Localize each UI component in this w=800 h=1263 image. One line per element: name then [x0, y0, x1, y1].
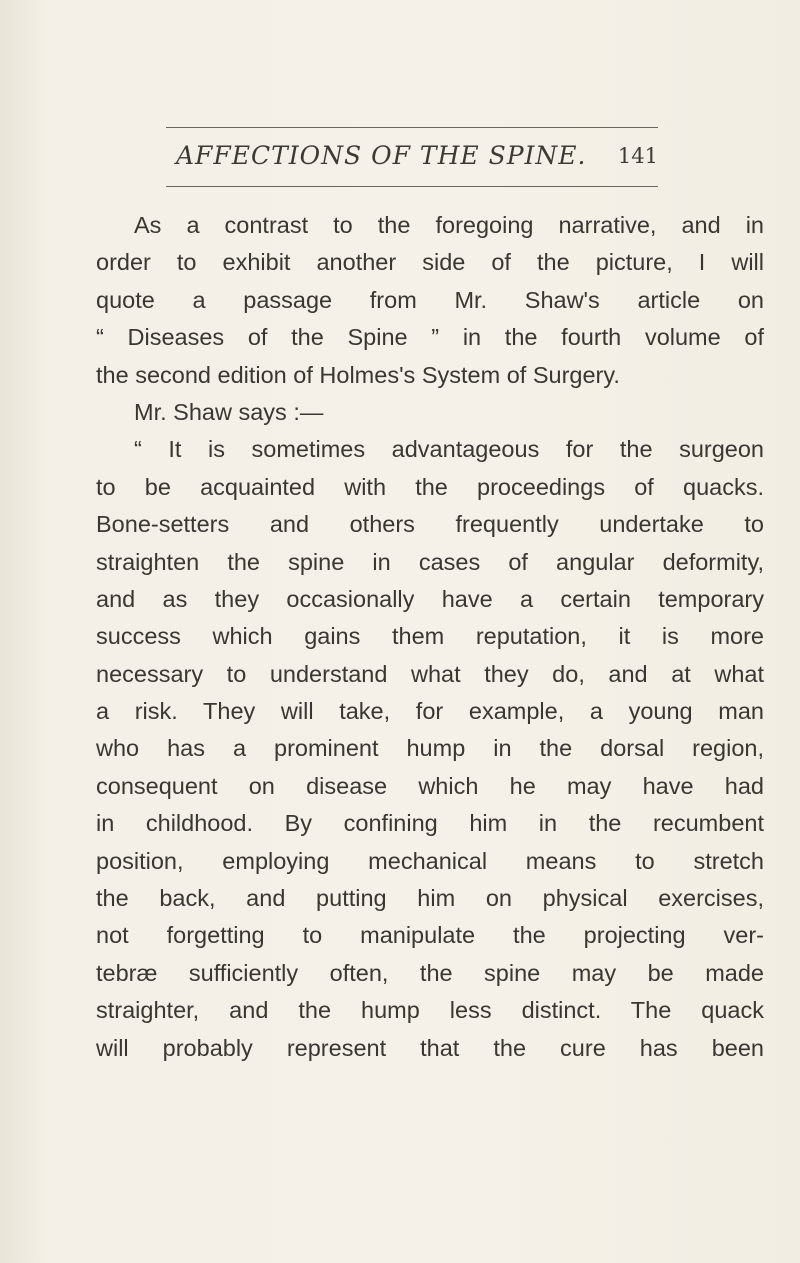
- text-line: straighten the spine in cases of angular deformity,: [96, 548, 764, 575]
- text-line: “ Diseases of the Spine ” in the fourth volume of: [96, 324, 764, 351]
- text-line: the second edition of Holmes's System of Surgery.: [96, 361, 620, 388]
- text-line: will probably represent that the cure has been: [96, 1034, 764, 1061]
- running-title: AFFECTIONS OF THE SPINE.: [176, 141, 587, 170]
- text-line: consequent on disease which he may have had: [96, 772, 764, 799]
- text-line: As a contrast to the foregoing narrative, and in: [134, 212, 764, 238]
- text-line: success which gains them reputation, it is more: [96, 623, 764, 650]
- text-line: a risk. They will take, for example, a young man: [96, 698, 764, 725]
- text-line: position, employing mechanical means to stretch: [96, 847, 764, 874]
- text-line: in childhood. By confining him in the recumbent: [96, 810, 764, 837]
- body-text: [96, 207, 764, 1067]
- header-rule-bottom: [166, 186, 658, 187]
- text-line: Mr. Shaw says :—: [134, 398, 324, 425]
- text-line: to be acquainted with the proceedings of quacks.: [96, 473, 764, 500]
- text-line: who has a prominent hump in the dorsal region,: [96, 735, 764, 762]
- text-line: and as they occasionally have a certain temporary: [96, 585, 764, 612]
- running-head: [176, 141, 658, 177]
- text-line: Bone-setters and others frequently undertake to: [96, 511, 764, 538]
- text-line: the back, and putting him on physical exercises,: [96, 885, 764, 912]
- page-number: 141: [617, 144, 658, 168]
- text-line: tebræ sufficiently often, the spine may be made: [96, 959, 764, 986]
- text-line: not forgetting to manipulate the projecting ver-: [96, 922, 764, 949]
- text-line: necessary to understand what they do, and at what: [96, 660, 764, 687]
- text-line: quote a passage from Mr. Shaw's article on: [96, 286, 764, 313]
- text-line: order to exhibit another side of the picture, I will: [96, 249, 764, 276]
- text-line: straighter, and the hump less distinct. The quack: [96, 997, 764, 1024]
- header-rule-top: [166, 127, 658, 128]
- text-line: “ It is sometimes advantageous for the surgeon: [134, 436, 764, 463]
